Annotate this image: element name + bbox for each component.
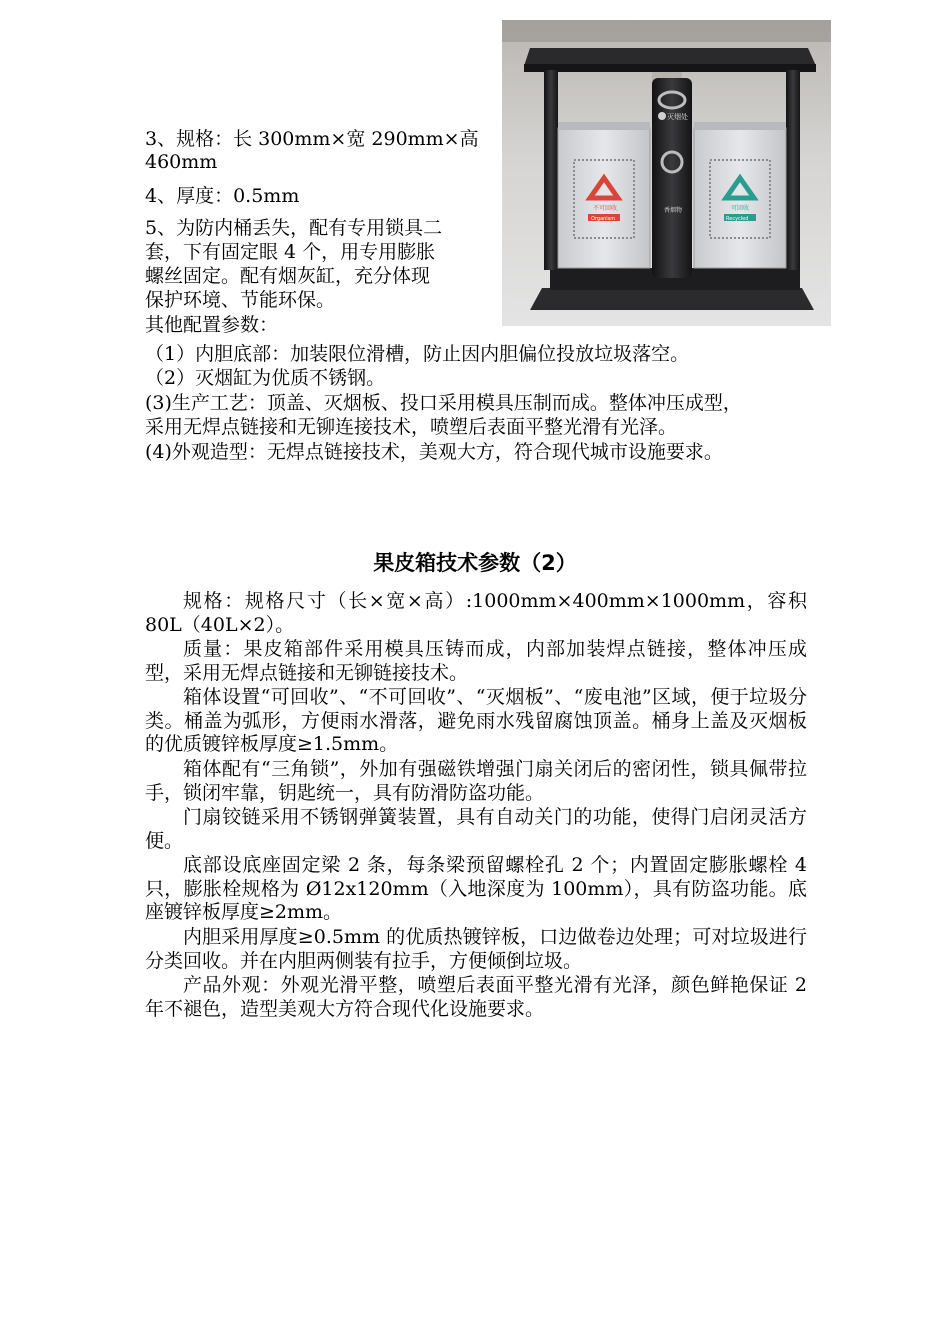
- photo-right-sign-en: Recycled: [726, 216, 749, 222]
- photo-middle-label: 香烟物: [664, 207, 683, 214]
- section-title: 果皮箱技术参数（2）: [373, 551, 577, 575]
- paragraph-lock: 箱体配有“三角锁”，外加有强磁铁增强门扇关闭后的密闭性，锁具佩带拉手，锁闭牢靠，钥匙统一，具有防滑防盗功能。: [145, 758, 807, 804]
- trash-bin-illustration: [502, 20, 831, 326]
- lock-line-3: 螺丝固定。配有烟灰缸，充分体现: [145, 265, 431, 287]
- thickness-line: 4、厚度：0.5mm: [145, 185, 300, 207]
- spec-line-2: 460mm: [145, 151, 218, 173]
- spec-line-1: 3、规格：长 300mm×宽 290mm×高: [145, 128, 479, 150]
- paragraph-liner: 内胆采用厚度≥0.5mm 的优质热镀锌板，口边做卷边处理；可对垃圾进行分类回收。并在内胆两侧装有拉手，方便倾倒垃圾。: [145, 926, 807, 972]
- lock-line-1: 5、为防内桶丢失，配有专用锁具二: [145, 217, 443, 239]
- config-item-1: （1）内胆底部：加装限位滑槽，防止因内胆偏位投放垃圾落空。: [145, 343, 690, 365]
- other-config-label: 其他配置参数：: [145, 314, 279, 336]
- photo-top-label: 灭烟处: [667, 113, 688, 121]
- config-item-2: （2）灭烟缸为优质不锈钢。: [145, 367, 386, 389]
- paragraph-appearance: 产品外观：外观光滑平整，喷塑后表面平整光滑有光泽，颜色鲜艳保证 2 年不褪色，造型美观大方符合现代化设施要求。: [145, 974, 807, 1020]
- trash-bin-photo: [502, 20, 831, 326]
- lock-line-2: 套，下有固定眼 4 个，用专用膨胀: [145, 241, 436, 263]
- lock-line-4: 保护环境、节能环保。: [145, 289, 336, 311]
- paragraph-size: 规格：规格尺寸（长×宽×高）:1000mm×400mm×1000mm，容积 80L（40L×2）。: [145, 590, 807, 636]
- config-item-4: (4)外观造型：无焊点链接技术，美观大方，符合现代城市设施要求。: [145, 441, 723, 463]
- photo-left-sign-cn: 不可回收: [593, 205, 618, 212]
- paragraph-hinge: 门扇铰链采用不锈钢弹簧装置，具有自动关门的功能，使得门启闭灵活方便。: [145, 806, 807, 852]
- photo-left-sign-en: Organism: [591, 216, 616, 222]
- config-item-3: (3)生产工艺：顶盖、灭烟板、投口采用模具压制而成。整体冲压成型，: [145, 392, 742, 414]
- paragraph-zones: 箱体设置“可回收”、“不可回收”、“灭烟板”、“废电池”区域，便于垃圾分类。桶盖为弧形，方便雨水滑落，避免雨水残留腐蚀顶盖。桶身上盖及灭烟板的优质镀锌板厚度≥1.5mm。: [145, 686, 807, 756]
- photo-right-sign-cn: 可回收: [731, 205, 750, 212]
- paragraph-quality: 质量：果皮箱部件采用模具压铸而成，内部加装焊点链接，整体冲压成型，采用无焊点链接和无铆链接技术。: [145, 638, 807, 684]
- config-item-3-cont: 采用无焊点链接和无铆连接技术，喷塑后表面平整光滑有光泽。: [145, 416, 678, 438]
- paragraph-base: 底部设底座固定梁 2 条，每条梁预留螺栓孔 2 个；内置固定膨胀螺栓 4 只，膨胀栓规格为 Ø12x120mm（入地深度为 100mm），具有防盗功能。底座镀锌板厚度≥2mm。: [145, 854, 807, 924]
